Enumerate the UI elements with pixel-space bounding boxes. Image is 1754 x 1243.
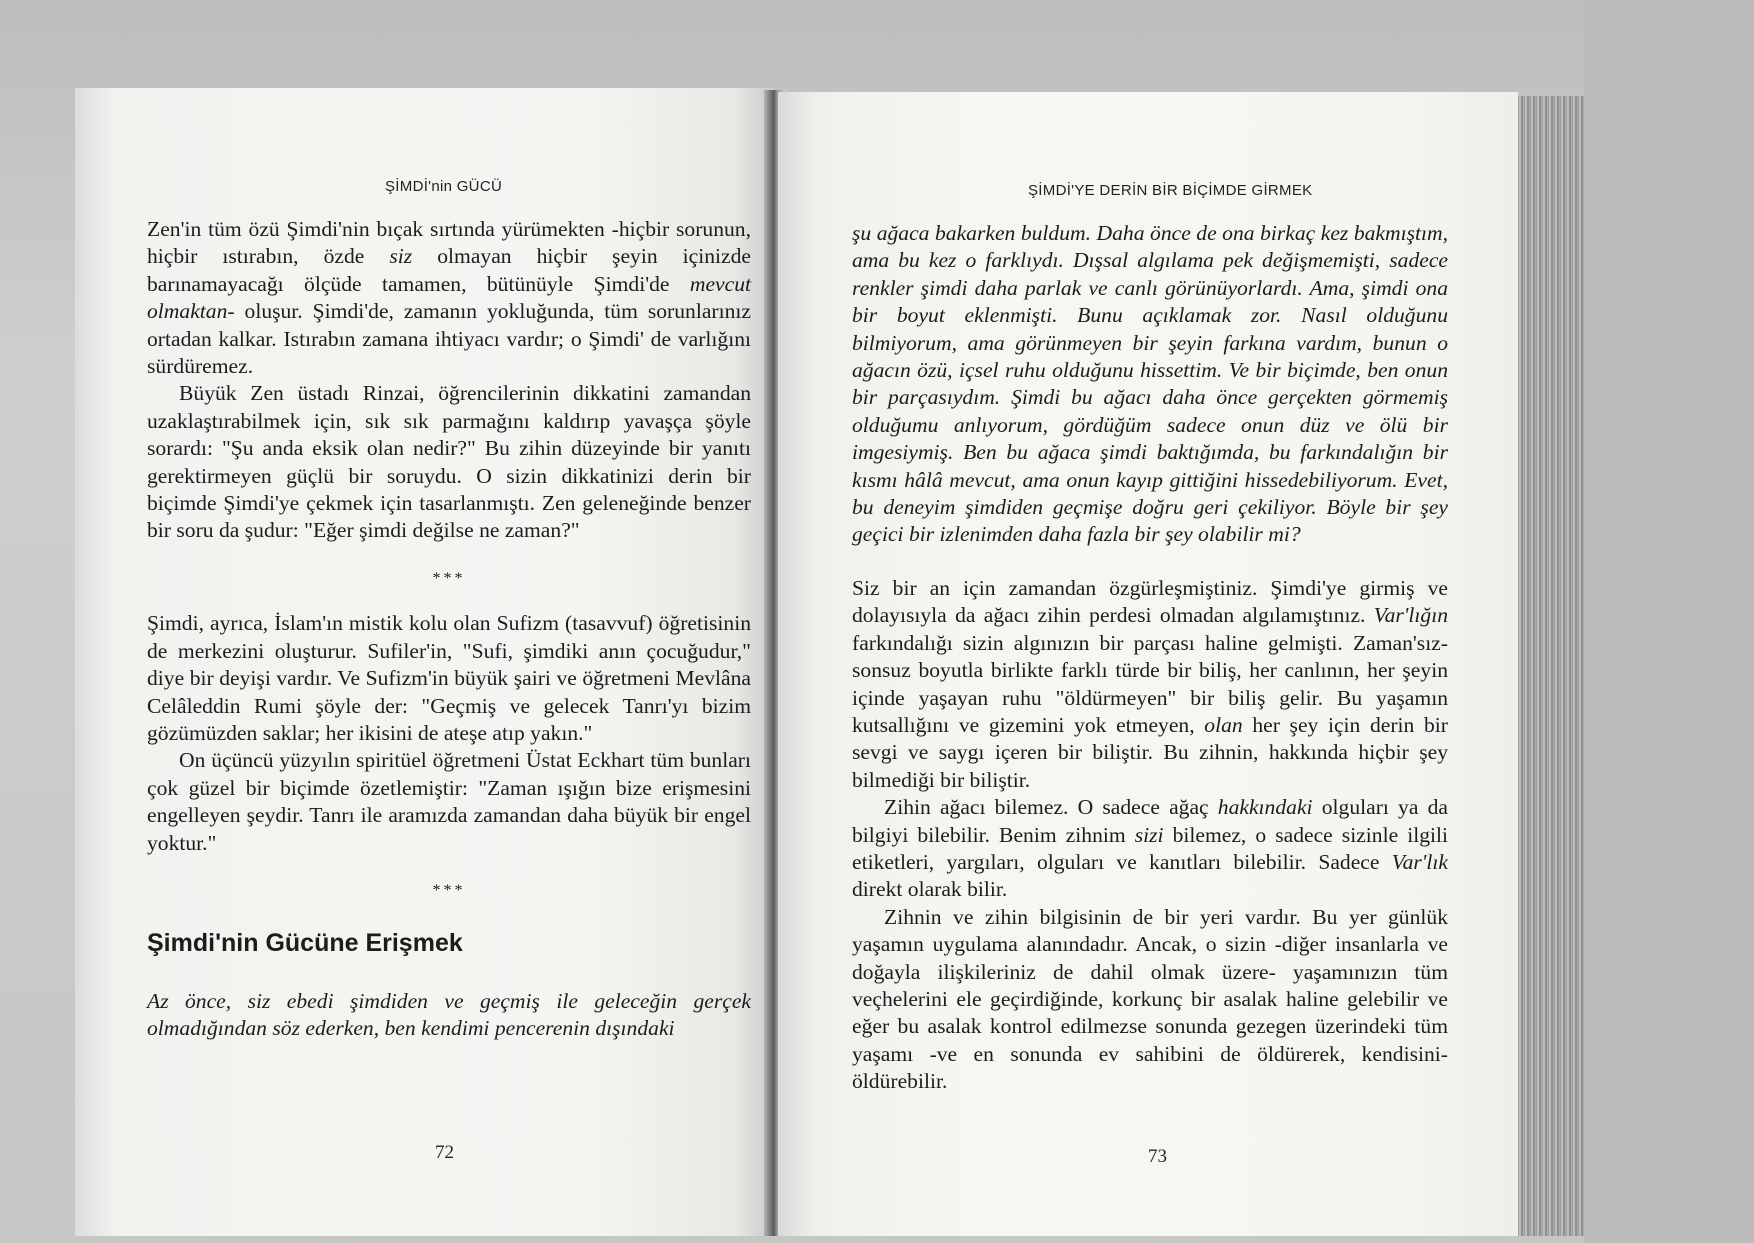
scanner-margin xyxy=(1584,0,1754,1243)
left-page-body xyxy=(147,216,751,1043)
section-separator-1: *** xyxy=(432,569,466,587)
left-paragraph-1: Zen'in tüm özü Şimdi'nin bıçak sırtında yürümekten -hiçbir sorunun, hiçbir ıstırabın, özde siz olmayan hiçbir şeyin içinizde barınamayacağı ölçüde tamamen, bütünüyle Şimdi'de mevcut olmaktan- oluşur. Şimdi'de, zamanın yokluğunda, tüm sorunlarınız ortadan kalkar. Istırabın zamana ihtiyacı vardır; o Şimdi' de varlığını sürdüremez. xyxy=(147,217,751,379)
left-paragraph-2: Büyük Zen üstadı Rinzai, öğrencilerinin dikkatini zamandan uzaklaştırabilmek için, sık sık parmağını kaldırıp yavaşça şöyle sorardı: "Şu anda eksik olan nedir?" Bu zihin düzeyinde bir yanıtı gerektirmeyen güçlü bir soruydu. O sizin dikkatinizi derin bir biçimde Şimdi'ye çekmek için tasarlanmıştı. Zen geleneğinde benzer bir soru da şudur: "Eğer şimdi değilse ne zaman?" xyxy=(147,381,751,543)
left-page xyxy=(75,88,775,1236)
section-heading: Şimdi'nin Gücüne Erişmek xyxy=(147,929,463,958)
right-italic-question: şu ağaca bakarken buldum. Daha önce de ona birkaç kez bakmıştım, ama bu kez o farklıydı. Dışsal algılama pek değişmemişti, sadece renkler şimdi daha parlak ve canlı görünüyorlardı. Ama, şimdi ona bir boyut eklenmişti. Bunu açıklamak zor. Nasıl olduğunu bilmiyorum, ama görünmeyen bir şeyin farkına vardım, bunun o ağacın özü, içsel ruhu olduğunu hissettim. Ve bir biçimde, ben onun bir parçasıydım. Şimdi bu ağacı daha önce gerçekten görmemiş olduğumu anlıyorum, gördüğüm sadece onun düz ve ölü bir imgesiymiş. Ben bu ağaca şimdi baktığımda, bu farkındalığın bir kısmı hâlâ mevcut, ama onun kayıp gittiğini hissedebiliyorum. Evet, bu deneyim şimdiden geçmişe doğru geri çekiliyor. Böyle bir şey geçici bir izlenimden daha fazla bir şey olabilir mi? xyxy=(852,221,1448,547)
left-paragraph-4: On üçüncü yüzyılın spiritüel öğretmeni Üstat Eckhart tüm bunları çok güzel bir biçimde özetlemiştir: "Zaman ışığın bize erişmesini engelleyen şeydir. Tanrı ile aramızda zamandan daha büyük bir engel yoktur." xyxy=(147,748,751,855)
left-page-number: 72 xyxy=(435,1142,454,1163)
left-paragraph-3: Şimdi, ayrıca, İslam'ın mistik kolu olan Sufizm (tasavvuf) öğretisinin de merkezini oluşturur. Sufiler'in, "Sufi, şimdiki anın çocuğudur," diye bir deyişi vardır. Ve Sufizm'in büyük şairi ve öğretmeni Mevlâna Celâleddin Rumi şöyle der: "Geçmiş ve gelecek Tanrı'yı bizim gözümüzden saklar; her ikisini de ateşe atıp yakın." xyxy=(147,611,751,745)
right-paragraph-1: Siz bir an için zamandan özgürleşmiştiniz. Şimdi'ye girmiş ve dolayısıyla da ağacı zihin perdesi olmadan algılamıştınız. Var'lığın farkındalığı sizin algınızın bir parçası haline gelmişti. Zaman'sız-sonsuz boyutla birlikte farklı türde bir biliş, her canlının, her şeyin içinde yaşayan ruhu "öldürmeyen" bir biliş gelir. Bu yaşamın kutsallığını ve gizemini yok etmeyen, olan her şey için derin bir sevgi ve saygı içeren bir biliştir. Bu zihnin, hakkında hiçbir şey bilmediği bir biliştir. xyxy=(852,575,1448,792)
right-page xyxy=(778,92,1518,1236)
right-paragraph-2: Zihin ağacı bilemez. O sadece ağaç hakkındaki olguları ya da bilgiyi bilebilir. Benim zihnim sizi bilemez, o sadece sizinle ilgili etiketleri, yargıları, olguları ve kanıtları bilebilir. Sadece Var'lık direkt olarak bilir. xyxy=(852,795,1449,902)
book-page-edges xyxy=(1518,96,1584,1236)
right-page-number: 73 xyxy=(1148,1146,1167,1167)
right-page-body xyxy=(852,220,1448,1096)
left-italic-question: Az önce, siz ebedi şimdiden ve geçmiş ile geleceğin gerçek olmadığından söz ederken, ben kendimi pencerenin dışındaki xyxy=(147,988,751,1041)
right-paragraph-3: Zihnin ve zihin bilgisinin de bir yeri vardır. Bu yer günlük yaşamın uygulama alanındadır. Ancak, o sizin -diğer insanlarla ve doğayla ilişkileriniz de dahil olmak üzere- yaşamınızın tüm veçhelerini ele geçirdiğinde, korkunç bir asalak haline gelebilir ve eğer bu asalak kontrol edilmezse sonunda gezegen üzerindeki tüm yaşamı -ve en sonunda ev sahibini de öldürerek, kendisini- öldürebilir. xyxy=(852,904,1448,1094)
left-running-head: ŞİMDİ'nin GÜCÜ xyxy=(385,178,503,195)
section-separator-2: *** xyxy=(432,881,466,899)
right-running-head: ŞİMDİ'YE DERİN BİR BİÇİMDE GİRMEK xyxy=(1028,182,1313,199)
